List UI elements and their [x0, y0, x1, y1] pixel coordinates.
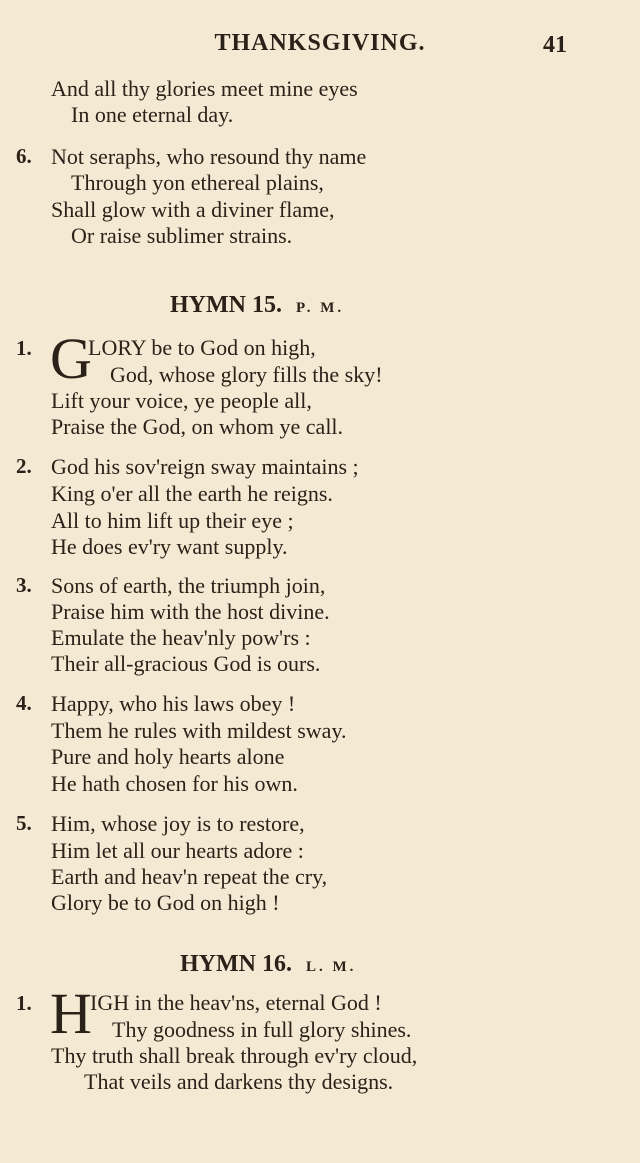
- verse-line: In one eternal day.: [71, 102, 234, 127]
- stanza-number: 3.: [16, 573, 32, 597]
- verse-line: Praise the God, on whom ye call.: [51, 414, 344, 439]
- running-head: THANKSGIVING.: [214, 30, 426, 56]
- page-number: 41: [543, 32, 567, 58]
- verse-line: He hath chosen for his own.: [51, 771, 298, 796]
- verse-line: Not seraphs, who resound thy name: [51, 144, 367, 169]
- hymn-title: HYMN 16.: [180, 951, 292, 977]
- stanza-number: 4.: [16, 691, 32, 715]
- verse-line: Them he rules with mildest sway.: [51, 718, 347, 743]
- verse-line: IGH in the heav'ns, eternal God !: [90, 990, 382, 1015]
- verse-line: Happy, who his laws obey !: [51, 691, 296, 716]
- verse-line: LORY be to God on high,: [88, 335, 316, 360]
- verse-line: Pure and holy hearts alone: [51, 744, 285, 769]
- verse-line: Lift your voice, ye people all,: [51, 388, 312, 413]
- verse-line: Their all-gracious God is ours.: [51, 651, 321, 676]
- verse-line: God, whose glory fills the sky!: [110, 362, 383, 387]
- verse-line: Earth and heav'n repeat the cry,: [51, 864, 328, 889]
- verse-line: King o'er all the earth he reigns.: [51, 481, 333, 506]
- hymn-15-heading: [170, 293, 344, 317]
- verse-line: God his sov'reign sway maintains ;: [51, 454, 359, 479]
- verse-line: All to him lift up their eye ;: [51, 508, 294, 533]
- verse-line: He does ev'ry want supply.: [51, 534, 288, 559]
- verse-line: And all thy glories meet mine eyes: [51, 76, 358, 101]
- verse-line: Through yon ethereal plains,: [71, 170, 324, 195]
- hymn-meter: P. M.: [295, 300, 345, 316]
- stanza-number: 5.: [16, 811, 32, 835]
- verse-line: Shall glow with a diviner flame,: [51, 197, 335, 222]
- verse-line: Sons of earth, the triumph join,: [51, 573, 326, 598]
- verse-line: Praise him with the host divine.: [51, 599, 330, 624]
- verse-line: Thy truth shall break through ev'ry cloud,: [51, 1043, 418, 1068]
- stanza-number: 1.: [16, 991, 32, 1015]
- hymn-meter: L. M.: [305, 959, 357, 975]
- verse-line: Him, whose joy is to restore,: [51, 811, 305, 836]
- hymn-title: HYMN 15.: [170, 292, 282, 318]
- verse-line: Emulate the heav'nly pow'rs :: [51, 625, 311, 650]
- verse-line: Thy goodness in full glory shines.: [112, 1017, 412, 1042]
- stanza-number: 2.: [16, 454, 32, 478]
- drop-cap-initial: G: [50, 326, 92, 391]
- drop-cap-initial: H: [50, 981, 92, 1046]
- stanza-number: 1.: [16, 336, 32, 360]
- hymn-16-heading: [180, 952, 356, 976]
- stanza-number: 6.: [16, 144, 32, 168]
- verse-line: Him let all our hearts adore :: [51, 838, 304, 863]
- verse-line: Glory be to God on high !: [51, 890, 280, 915]
- verse-line: Or raise sublimer strains.: [71, 223, 293, 248]
- verse-line: That veils and darkens thy designs.: [84, 1069, 394, 1094]
